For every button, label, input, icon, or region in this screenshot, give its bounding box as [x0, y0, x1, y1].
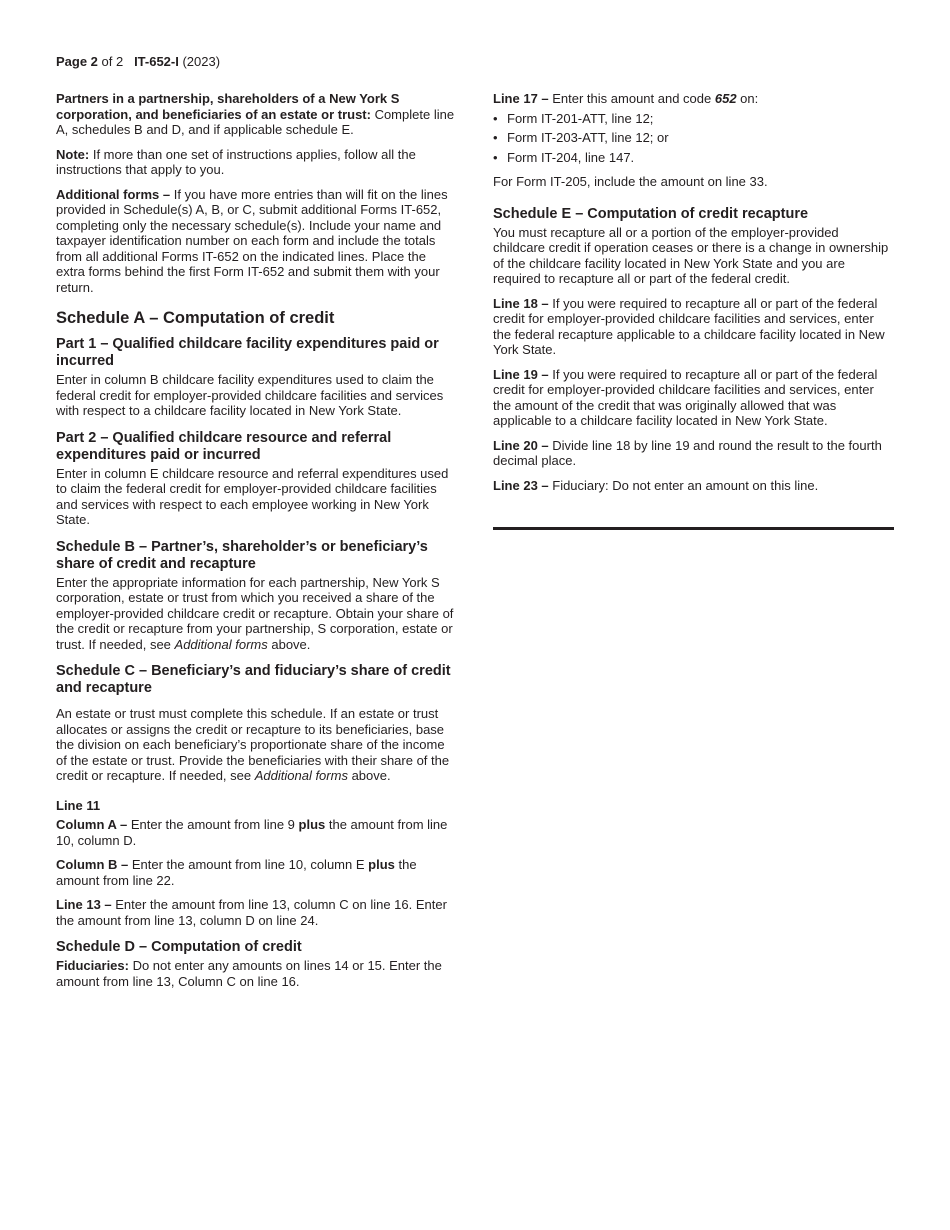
schedule-c-text [56, 706, 458, 784]
part2-text: Enter in column E childcare resource and referral expenditures used to claim the federal credit for employer-provided childcare facilities and services with respect to each employee working in New York State. [56, 465, 449, 527]
line17-code: 652 [714, 91, 737, 106]
schedule-b-text [56, 575, 458, 653]
page-total: of 2 [97, 54, 124, 69]
schedule-c-ref: Additional forms [254, 768, 348, 783]
column-b-text-2: the amount from line 22. [56, 857, 417, 888]
schedule-b-text-1: Enter the appropriate information for each partnership, New York S corporation, estate or trust from which you received a share of the employer-provided childcare credit or recapture. Obtain your share of the credit or recapture from your partnership, S corporation, estate or trust. If needed, see [56, 574, 454, 652]
list-item: • Form IT-203-ATT, line 12; or [493, 130, 893, 146]
note [56, 147, 458, 178]
part1-text: Enter in column B childcare facility expenditures used to claim the federal credit for employer-provided childcare facilities and services with respect to a childcare facility located in New York State. [56, 372, 444, 418]
line17 [493, 91, 893, 107]
section-divider [493, 527, 894, 530]
line11-title: Line 11 [56, 797, 101, 813]
schedule-a-title: Schedule A – Computation of credit [56, 309, 335, 327]
line11-column-a [56, 817, 458, 848]
line17-text: Enter this amount and code [548, 91, 715, 106]
line13-label: Line 13 – [56, 897, 112, 912]
line19-text: If you were required to recapture all or part of the federal credit for employer-provided childcare facilities and services, enter the amount of the credit that was originally allowed that was applicable to a childcare facility located in New York State. [493, 366, 878, 428]
schedule-d-title: Schedule D – Computation of credit [56, 939, 302, 955]
line18 [493, 296, 893, 358]
fiduciaries-text: Do not enter any amounts on lines 14 or 15. Enter the amount from line 13, Column C on line 16. [56, 958, 442, 989]
column-b-plus: plus [368, 857, 395, 872]
additional-forms-text: If you have more entries than will fit on the lines provided in Schedule(s) A, B, or C, submit additional Forms IT-652, completing only the necessary schedule(s). Include your name and taxpayer identification number on each form and include the totals from all additional Forms IT-652 on the indicated lines. Place the extra forms behind the first Form IT-652 and submit them with your return. [56, 186, 448, 295]
column-b-label: Column B – [56, 857, 129, 872]
line19-label: Line 19 – [493, 366, 549, 382]
line18-label: Line 18 – [493, 295, 549, 311]
line17-it205: For Form IT-205, include the amount on line 33. [493, 174, 768, 189]
schedule-c-text-2: above. [347, 768, 391, 783]
note-label: Note: [56, 146, 90, 162]
form-year: (2023) [178, 54, 221, 69]
partners-instructions [56, 91, 458, 138]
schedule-b-text-2: above. [267, 636, 311, 652]
column-a-plus: plus [298, 817, 326, 832]
line23 [493, 478, 893, 494]
page-number: Page 2 [56, 54, 98, 69]
partners-text: Complete line A, schedules B and D, and if applicable schedule E. [56, 106, 455, 137]
additional-forms [56, 187, 458, 296]
line23-text: Fiduciary: Do not enter an amount on this line. [548, 477, 819, 493]
line19 [493, 367, 893, 429]
line20-label: Line 20 – [493, 437, 549, 453]
line13 [56, 897, 458, 928]
line17-label: Line 17 – [493, 91, 549, 106]
list-item: • Form IT-201-ATT, line 12; [493, 111, 893, 127]
line18-text: If you were required to recapture all or part of the federal credit for employer-provided childcare facilities and services, enter the federal recapture applicable to a childcare facility located in New York State. [493, 295, 885, 357]
schedule-e-title: Schedule E – Computation of credit recapture [493, 205, 809, 222]
left-column [56, 91, 458, 998]
schedule-d-text [56, 958, 458, 989]
line17-after: on: [736, 91, 759, 106]
column-a-text-2: the amount from line 10, column D. [56, 817, 448, 848]
partners-heading: Partners in a partnership, shareholders of a New York S corporation, and beneficiaries of an estate or trust: [56, 91, 400, 122]
line20-text: Divide line 18 by line 19 and round the result to the fourth decimal place. [493, 437, 882, 468]
part2-title: Part 2 – Qualified childcare resource and referral expenditures paid or incurred [56, 429, 392, 463]
additional-forms-label: Additional forms – [56, 186, 171, 202]
schedule-b-title: Schedule B – Partner’s, shareholder’s or beneficiary’s share of credit and recapture [56, 538, 428, 572]
fiduciaries-label: Fiduciaries: [56, 958, 129, 973]
schedule-c-text-1: An estate or trust must complete this schedule. If an estate or trust allocates or assigns the credit or recapture to its beneficiaries, base the division on each beneficiary’s proportionate share of the income of the estate or trust. Provide the beneficiaries with their share of the credit or recapture. If needed, see [56, 706, 450, 783]
line11-column-b [56, 857, 458, 888]
schedule-b-ref: Additional forms [174, 636, 268, 652]
note-text: If more than one set of instructions applies, follow all the instructions that apply to you. [56, 146, 416, 177]
line17-form-list [493, 111, 893, 166]
schedule-e-text: You must recapture all or a portion of the employer-provided childcare credit if operation ceases or there is a change in ownership of the childcare facility located in New York State and you are required to recapture all or part of the federal credit. [493, 224, 889, 286]
form-id: IT-652-I [134, 54, 179, 69]
page-header [56, 54, 220, 70]
column-a-label: Column A – [56, 817, 128, 832]
line13-text: Enter the amount from line 13, column C on line 16. Enter the amount from line 13, column D on line 24. [56, 897, 447, 928]
line20 [493, 438, 893, 469]
part1-title: Part 1 – Qualified childcare facility expenditures paid or incurred [56, 336, 439, 369]
right-column [493, 91, 893, 530]
column-b-text-1: Enter the amount from line 10, column E [128, 857, 369, 872]
schedule-c-title: Schedule C – Beneficiary’s and fiduciary’s share of credit and recapture [56, 663, 451, 696]
column-a-text-1: Enter the amount from line 9 [127, 817, 299, 832]
line23-label: Line 23 – [493, 477, 549, 493]
list-item: • Form IT-204, line 147. [493, 150, 893, 166]
